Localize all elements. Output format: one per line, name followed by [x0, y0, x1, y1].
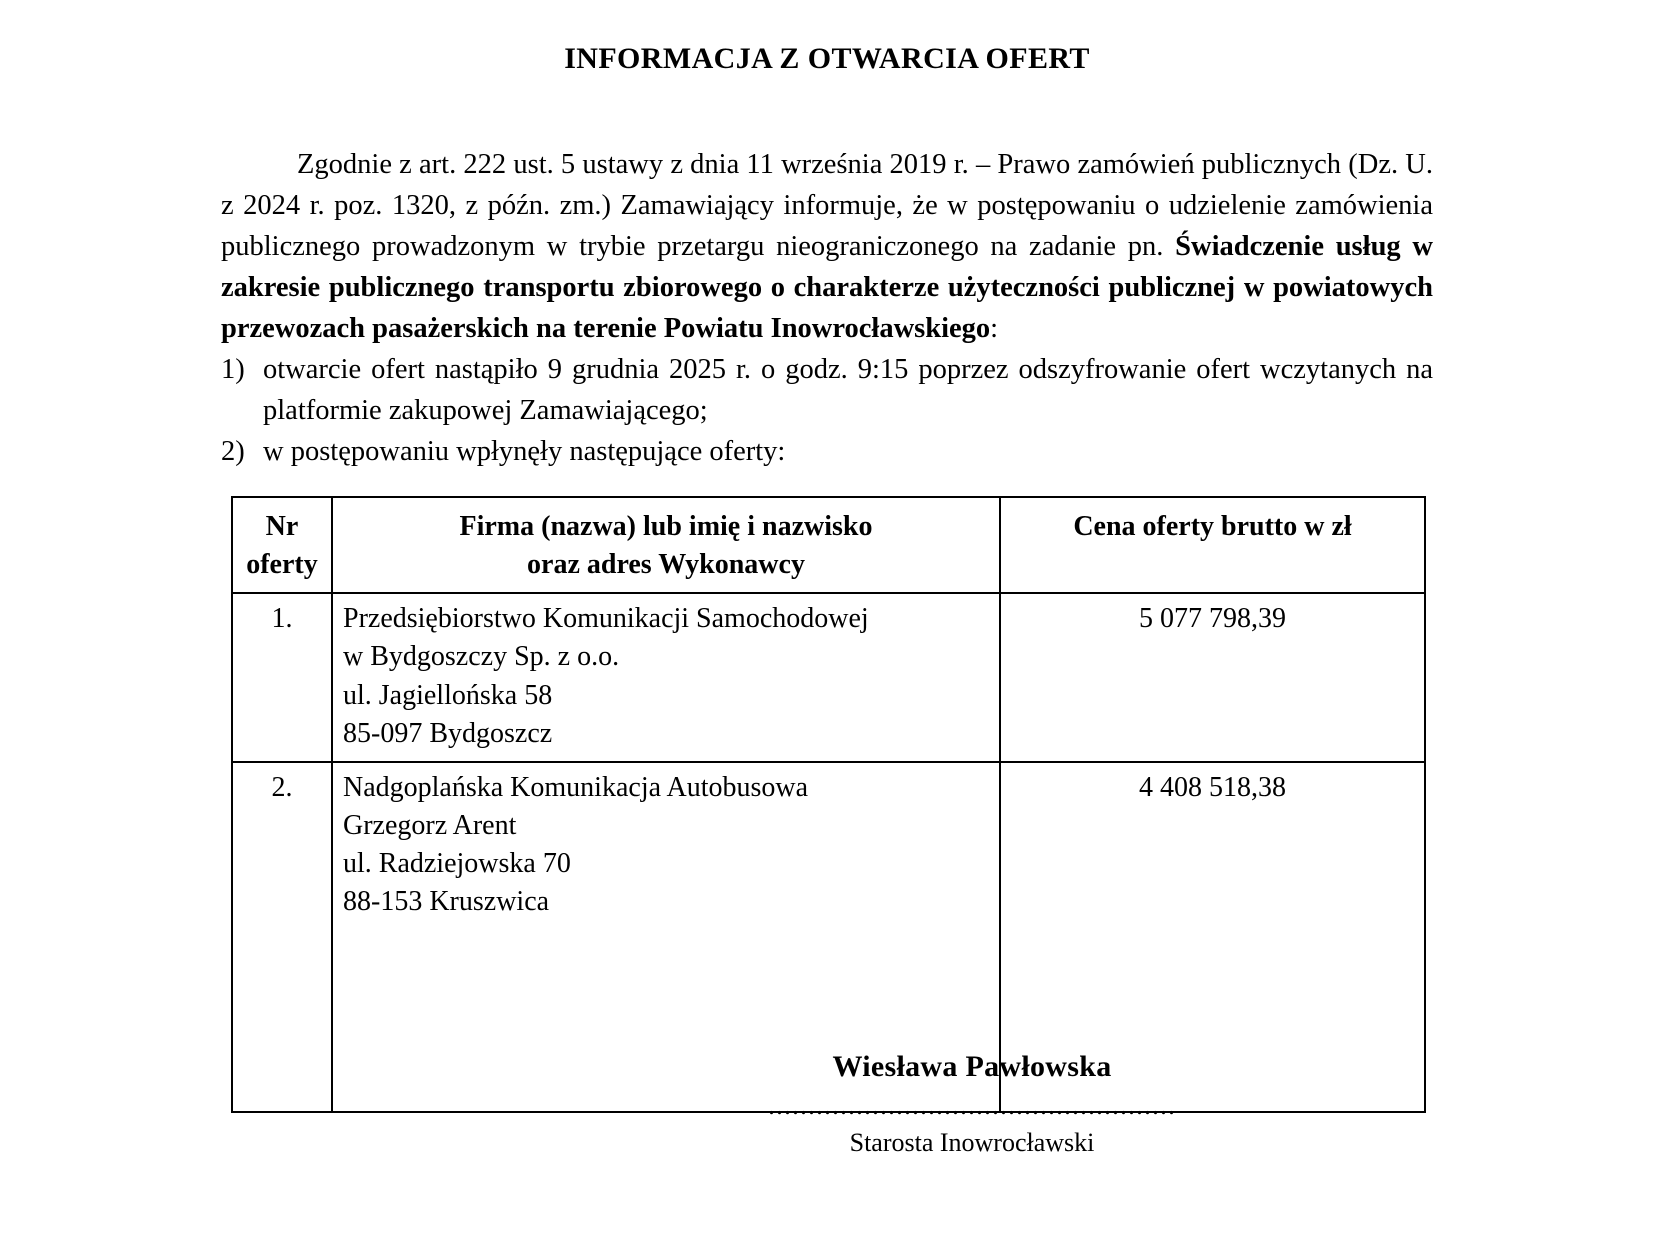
- column-header-firm-line1: Firma (nazwa) lub imię i nazwisko: [459, 511, 873, 543]
- signature-inner: [768, 1050, 1176, 1158]
- table-row: [232, 593, 1425, 761]
- column-header-price: [1000, 497, 1425, 593]
- firm-line: Nadgoplańska Komunikacja Autobusowa: [343, 771, 809, 803]
- list-item: [221, 349, 1433, 431]
- intro-text-part-1: Zgodnie z art. 222 ust. 5 ustawy z dnia 11 września 2019 r. – Prawo zamówień publicznych (Dz. U. z 2024 r. poz. 1320, z późn. zm.) Zamawiający informuje, że w postępowaniu o udzielenie zamówienia publicznego prowadzonym w trybie przetargu nieograniczonego na zadanie pn.: [221, 149, 1433, 263]
- cell-offer-number: 2.: [232, 762, 332, 1112]
- cell-offer-price: 5 077 798,39: [1000, 593, 1425, 761]
- list-item-text: otwarcie ofert nastąpiło 9 grudnia 2025 r. o godz. 9:15 poprzez odszyfrowanie ofert wczytanych na platformie zakupowej Zamawiającego;: [263, 354, 1433, 427]
- table-header-row: [232, 497, 1425, 593]
- list-item-marker: 1): [221, 354, 245, 386]
- firm-line: ul. Jagiellońska 58: [343, 679, 553, 711]
- offers-table-head: [232, 497, 1425, 593]
- firm-line: ul. Radziejowska 70: [343, 847, 571, 879]
- intro-text-part-2: :: [990, 313, 999, 345]
- list-item: [221, 431, 1433, 472]
- offers-table-body: [232, 593, 1425, 1112]
- signature-role: Starosta Inowrocławski: [849, 1128, 1095, 1157]
- firm-line: Grzegorz Arent: [343, 809, 517, 841]
- offers-table: [231, 496, 1426, 1113]
- procurement-subject: Świadczenie usług w zakresie publicznego transportu zbiorowego o charakterze użyteczności publicznej w powiatowych przewozach pasażerskich na terenie Powiatu Inowrocławskiego: [221, 231, 1433, 345]
- cell-offer-number: 1.: [232, 593, 332, 761]
- document-body: [221, 76, 1433, 1113]
- firm-line: 85-097 Bydgoszcz: [343, 717, 553, 749]
- numbered-list: [221, 349, 1433, 472]
- list-item-text: w postępowaniu wpłynęły następujące oferty:: [263, 436, 786, 468]
- list-item-marker: 2): [221, 436, 245, 468]
- firm-line: Przedsiębiorstwo Komunikacji Samochodowej: [343, 603, 869, 635]
- column-header-firm-line2: oraz adres Wykonawcy: [527, 549, 805, 581]
- column-header-offer-number-line2: oferty: [246, 549, 318, 581]
- signature-block: [0, 1050, 1654, 1158]
- cell-offer-price: 4 408 518,38: [1000, 762, 1425, 1112]
- intro-paragraph: [221, 144, 1433, 349]
- column-header-offer-number-line1: Nr: [265, 511, 299, 543]
- page-title: INFORMACJA Z OTWARCIA OFERT: [564, 42, 1090, 75]
- column-header-price-label: Cena oferty brutto w zł: [1073, 511, 1352, 543]
- cell-firm-details: [332, 593, 1000, 761]
- column-header-firm: [332, 497, 1000, 593]
- signature-dotted-line: ...................................................: [768, 1090, 1176, 1121]
- firm-line: 88-153 Kruszwica: [343, 885, 550, 917]
- firm-line: w Bydgoszczy Sp. z o.o.: [343, 641, 620, 673]
- signature-name: Wiesława Pawłowska: [832, 1050, 1112, 1083]
- column-header-offer-number: [232, 497, 332, 593]
